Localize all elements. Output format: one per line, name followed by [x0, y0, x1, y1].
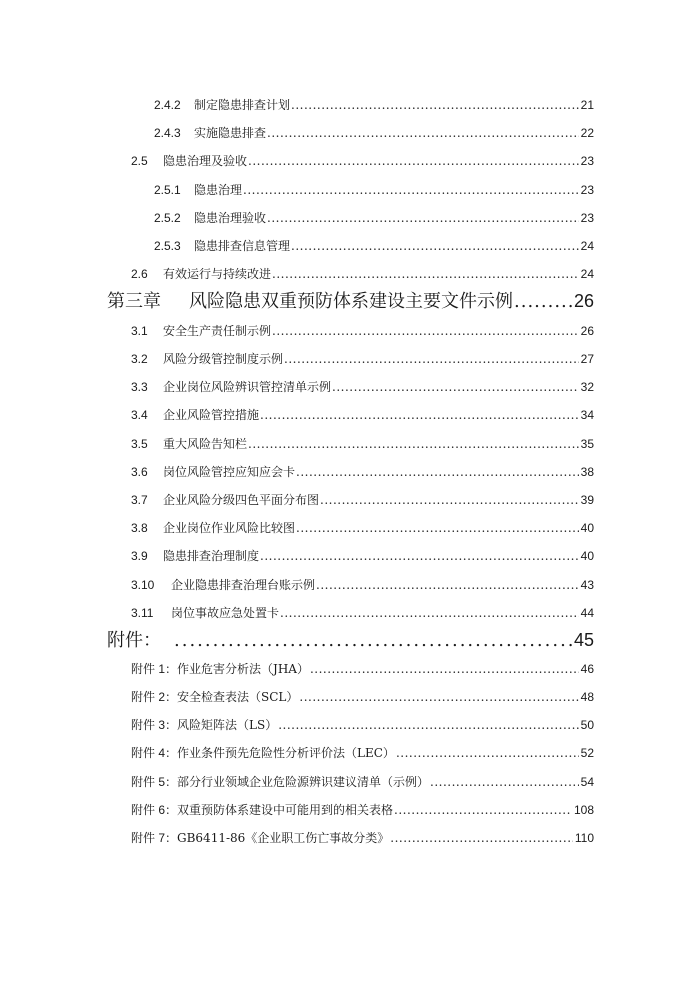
toc-entry-page: 39 [580, 493, 594, 507]
toc-entry-title: 安全生产责任制示例 [163, 324, 272, 338]
toc-entry-page: 44 [580, 606, 594, 620]
toc-appendix-entry[interactable] [131, 688, 594, 705]
toc-dot-leader [272, 267, 579, 281]
toc-appendix-page: 54 [580, 775, 594, 789]
toc-entry-title: 企业隐患排查治理台账示例 [171, 578, 316, 592]
toc-entry[interactable] [154, 124, 594, 141]
toc-appendix-number: 附件 2： [131, 690, 178, 704]
toc-dot-leader [320, 493, 579, 507]
toc-appendix-entry[interactable] [131, 829, 594, 846]
toc-entry-page: 34 [580, 408, 594, 422]
toc-dot-leader [291, 98, 579, 112]
toc-entry-page: 40 [580, 549, 594, 563]
toc-entry-number: 3.11 [131, 606, 154, 620]
toc-entry-title: 制定隐患排查计划 [194, 98, 291, 112]
toc-dot-leader [280, 606, 579, 620]
toc-dot-leader [430, 775, 579, 789]
toc-entry-number: 2.6 [131, 267, 148, 281]
toc-appendix-page: 45 [573, 630, 594, 650]
toc-entry-page: 26 [580, 324, 594, 338]
toc-entry-title: 隐患治理验收 [194, 211, 267, 225]
toc-entry-number: 2.5.3 [154, 239, 181, 253]
toc-appendix-page: 48 [580, 690, 594, 704]
toc-appendix-title: 部分行业领域企业危险源辨识建议清单（示例） [177, 775, 430, 789]
toc-entry-page: 24 [580, 239, 594, 253]
toc-entry-title: 风险分级管控制度示例 [163, 352, 284, 366]
toc-entry-number: 2.4.3 [154, 126, 181, 140]
toc-entry[interactable] [131, 322, 594, 339]
toc-appendix-number: 附件 5： [131, 775, 178, 789]
toc-chapter-title: 风险隐患双重预防体系建设主要文件示例 [189, 291, 513, 312]
toc-dot-leader [272, 324, 579, 338]
toc-entry-number: 2.5 [131, 154, 148, 168]
toc-entry-title: 企业岗位作业风险比较图 [163, 521, 296, 535]
toc-dot-leader [284, 352, 579, 366]
toc-appendix-title: GB6411-86《企业职工伤亡事故分类》 [177, 831, 390, 845]
toc-appendix-entry[interactable] [131, 744, 594, 761]
toc-appendix-title: 作业危害分析法（JHA） [177, 662, 309, 676]
toc-entry[interactable] [131, 547, 594, 564]
toc-dot-leader [260, 408, 579, 422]
toc-entry-number: 3.2 [131, 352, 148, 366]
toc-appendix-title: 双重预防体系建设中可能用到的相关表格 [177, 803, 394, 817]
toc-entry-title: 隐患排查治理制度 [163, 549, 260, 563]
toc-entry-title: 有效运行与持续改进 [163, 267, 272, 281]
toc-entry[interactable] [131, 406, 594, 423]
toc-entry-page: 40 [580, 521, 594, 535]
toc-entry[interactable] [131, 519, 594, 536]
toc-appendix-entry[interactable] [131, 716, 594, 733]
toc-entry-number: 2.4.2 [154, 98, 181, 112]
toc-appendix-number: 附件 4： [131, 746, 178, 760]
toc-entry-number: 3.7 [131, 493, 148, 507]
toc-entry-page: 27 [580, 352, 594, 366]
toc-entry[interactable] [131, 378, 594, 395]
toc-dot-leader [260, 549, 579, 563]
toc-entry-number: 3.10 [131, 578, 155, 592]
toc-entry-page: 43 [580, 578, 594, 592]
toc-entry-title: 岗位风险管控应知应会卡 [163, 465, 296, 479]
toc-entry[interactable] [131, 265, 594, 282]
toc-appendix-page: 110 [574, 831, 594, 845]
toc-entry[interactable] [131, 604, 594, 621]
toc-entry-number: 3.9 [131, 549, 148, 563]
toc-entry-title: 企业风险分级四色平面分布图 [163, 493, 320, 507]
toc-dot-leader [174, 630, 572, 651]
toc-appendix-entry[interactable] [131, 801, 594, 818]
toc-appendix-label: 附件： [107, 630, 161, 650]
toc-entry[interactable] [131, 576, 594, 593]
toc-entry-number: 2.5.2 [154, 211, 181, 225]
toc-entry-number: 3.5 [131, 437, 148, 451]
toc-entry[interactable] [131, 435, 594, 452]
toc-entry[interactable] [154, 237, 594, 254]
toc-dot-leader [248, 437, 579, 451]
toc-entry-title: 隐患治理 [194, 183, 243, 197]
toc-appendix-entry[interactable] [131, 773, 594, 790]
toc-dot-leader [243, 183, 579, 197]
toc-appendix-number: 附件 7： [131, 831, 178, 845]
toc-dot-leader [296, 465, 579, 479]
toc-dot-leader [299, 690, 578, 704]
toc-entry-title: 岗位事故应急处置卡 [171, 606, 280, 620]
toc-entry-page: 38 [580, 465, 594, 479]
toc-appendix-number: 附件 1： [131, 662, 178, 676]
toc-appendix-heading[interactable] [107, 626, 594, 652]
toc-dot-leader [394, 803, 572, 817]
toc-dot-leader [316, 578, 579, 592]
toc-appendix-number: 附件 6： [131, 803, 178, 817]
toc-chapter-page: 26 [573, 291, 594, 311]
toc-entry-number: 3.1 [131, 324, 148, 338]
toc-dot-leader [278, 718, 578, 732]
toc-entry-title: 隐患治理及验收 [163, 154, 248, 168]
toc-chapter-number: 第三章 [107, 291, 161, 311]
toc-entry-page: 21 [580, 98, 594, 112]
toc-dot-leader [248, 154, 579, 168]
toc-entry-title: 企业岗位风险辨识管控清单示例 [163, 380, 332, 394]
toc-entry[interactable] [131, 152, 594, 169]
toc-appendix-page: 52 [580, 746, 594, 760]
toc-dot-leader [267, 126, 579, 140]
toc-entry-page: 23 [580, 154, 594, 168]
toc-entry-number: 3.4 [131, 408, 148, 422]
toc-entry-number: 2.5.1 [154, 183, 181, 197]
toc-entry[interactable] [154, 209, 594, 226]
toc-dot-leader [291, 239, 579, 253]
toc-entry[interactable] [154, 181, 594, 198]
toc-chapter-entry[interactable] [107, 287, 594, 313]
toc-entry-number: 3.6 [131, 465, 148, 479]
toc-appendix-page: 108 [573, 803, 594, 817]
toc-dot-leader [332, 380, 579, 394]
toc-dot-leader [267, 211, 579, 225]
toc-dot-leader [396, 746, 579, 760]
toc-entry-title: 企业风险管控措施 [163, 408, 260, 422]
toc-dot-leader [514, 291, 572, 312]
toc-entry[interactable] [131, 350, 594, 367]
toc-entry-page: 32 [580, 380, 594, 394]
toc-entry-title: 重大风险告知栏 [163, 437, 248, 451]
toc-entry-title: 实施隐患排查 [194, 126, 267, 140]
toc-dot-leader [310, 662, 579, 676]
toc-entry-page: 24 [580, 267, 594, 281]
toc-dot-leader [390, 831, 573, 845]
toc-entry-page: 22 [580, 126, 594, 140]
toc-entry[interactable] [131, 463, 594, 480]
toc-entry-number: 3.8 [131, 521, 148, 535]
toc-entry-page: 35 [580, 437, 594, 451]
toc-appendix-title: 风险矩阵法（LS） [177, 718, 278, 732]
toc-appendix-entry[interactable] [131, 660, 594, 677]
toc-entry[interactable] [131, 491, 594, 508]
toc-entry-title: 隐患排查信息管理 [194, 239, 291, 253]
toc-dot-leader [296, 521, 579, 535]
toc-entry[interactable] [154, 96, 594, 113]
toc-appendix-page: 46 [580, 662, 594, 676]
toc-appendix-title: 安全检查表法（SCL） [177, 690, 299, 704]
toc-appendix-page: 50 [580, 718, 594, 732]
toc-appendix-number: 附件 3： [131, 718, 178, 732]
toc-entry-number: 3.3 [131, 380, 148, 394]
toc-entry-page: 23 [580, 183, 594, 197]
toc-entry-page: 23 [580, 211, 594, 225]
toc-appendix-title: 作业条件预先危险性分析评价法（LEC） [177, 746, 395, 760]
